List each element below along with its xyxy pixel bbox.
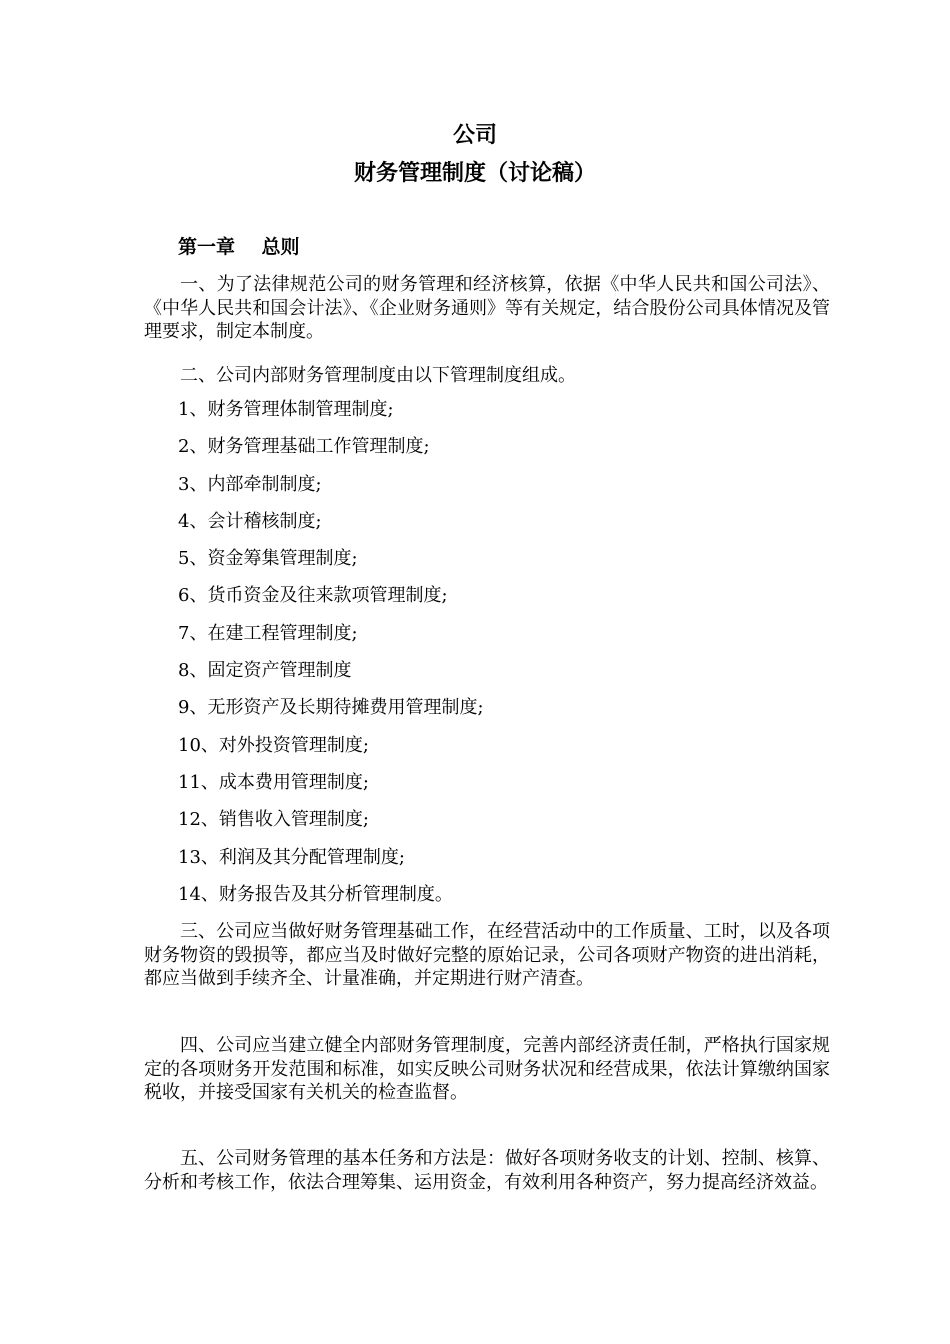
company-name: 公司 [452,123,497,148]
list-item: 10、对外投资管理制度; [178,734,369,756]
list-item: 13、利润及其分配管理制度; [178,846,405,868]
list-item: 1、财务管理体制管理制度; [178,399,394,420]
list-item: 6、货币资金及往来款项管理制度; [178,585,448,607]
document-title: 财务管理制度（讨论稿） [353,161,596,186]
list-item: 7、在建工程管理制度; [178,622,358,644]
list-item: 11、成本费用管理制度; [178,771,369,793]
paragraph-5: 五、公司财务管理的基本任务和方法是：做好各项财务收支的计划、控制、核算、分析和考核工作，依法合理筹集、运用资金，有效利用各种资产，努力提高经济效益。 [144,1148,830,1193]
list-item: 4、会计稽核制度; [178,510,322,532]
paragraph-1: 一、为了法律规范公司的财务管理和经济核算，依据《中华人民共和国公司法》、《中华人民共和国会计法》、《企业财务通则》等有关规定，结合股份公司具体情况及管理要求，制定本制度。 [144,274,830,342]
list-item: 2、财务管理基础工作管理制度; [178,436,430,458]
list-item: 8、固定资产管理制度 [178,660,352,682]
chapter-heading: 第一章 总则 [178,236,300,258]
paragraph-4: 四、公司应当建立健全内部财务管理制度，完善内部经济责任制，严格执行国家规定的各项财务开发范围和标准，如实反映公司财务状况和经营成果，依法计算缴纳国家税收，并接受国家有关机关的检查监督。 [144,1035,830,1103]
list-item: 9、无形资产及长期待摊费用管理制度; [178,697,484,719]
list-item: 3、内部牵制制度; [178,473,322,495]
list-item: 5、资金筹集管理制度; [178,548,358,570]
list-item: 14、财务报告及其分析管理制度。 [178,883,453,905]
list-item: 12、销售收入管理制度; [178,809,369,831]
paragraph-2: 二、公司内部财务管理制度由以下管理制度组成。 [180,365,576,386]
regulation-list [178,397,484,919]
paragraph-3: 三、公司应当做好财务管理基础工作，在经营活动中的工作质量、工时，以及各项财务物资的毁损等，都应当及时做好完整的原始记录，公司各项财产物资的进出消耗，都应当做到手续齐全、计量准确，并定期进行财产清查。 [144,921,830,989]
